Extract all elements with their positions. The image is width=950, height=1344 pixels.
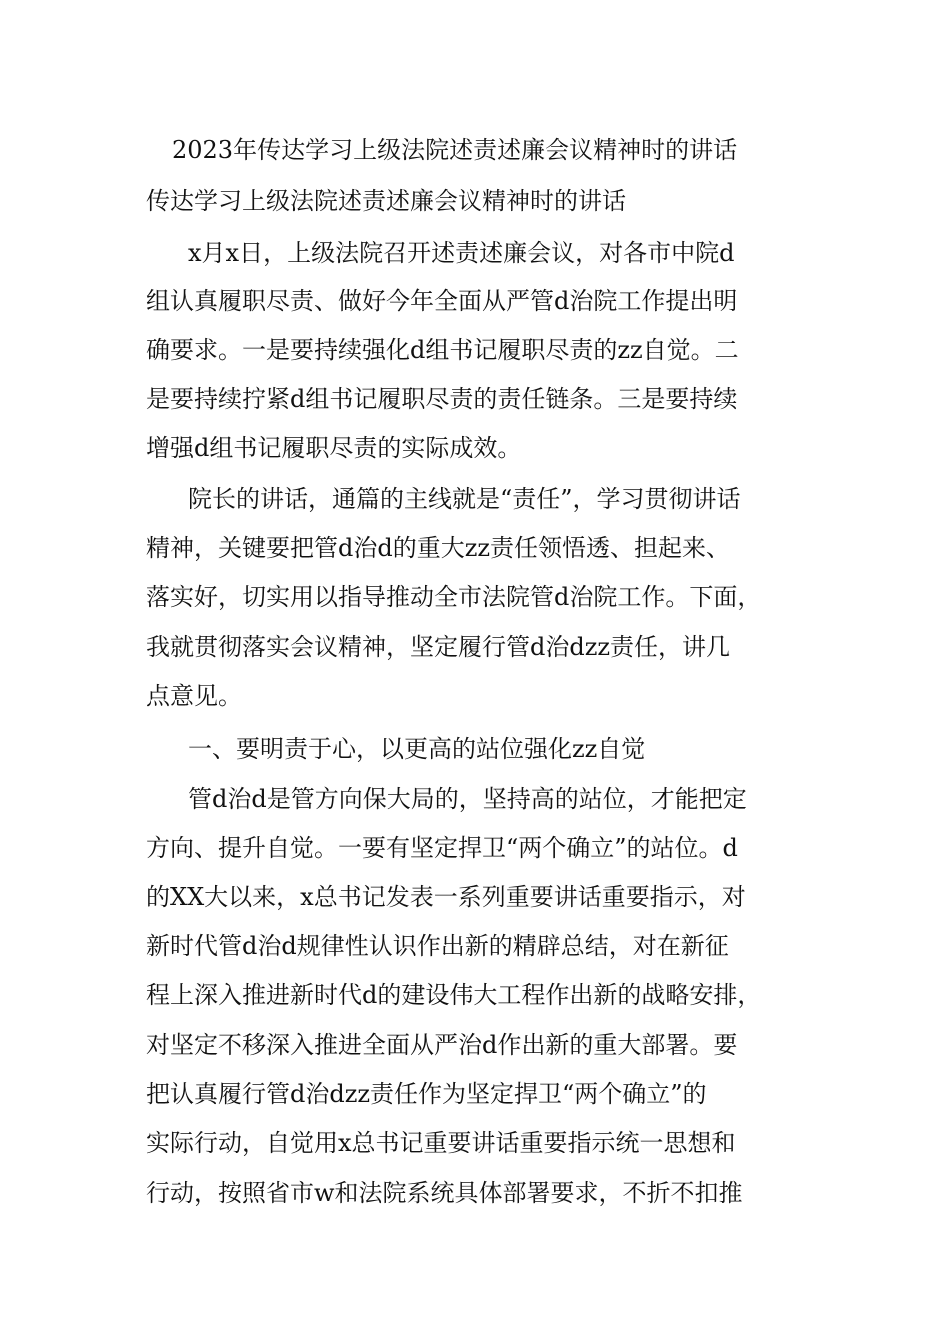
paragraph-line: 我就贯彻落实会议精神，坚定履行管d治dzz责任，讲几 <box>146 633 731 661</box>
paragraph-line: 增强d组书记履职尽责的实际成效。 <box>146 434 522 462</box>
paragraph-line: 对坚定不移深入推进全面从严治d作出新的重大部署。要 <box>146 1031 738 1059</box>
paragraph-line: 的XX大以来，x总书记发表一系列重要讲话重要指示，对 <box>146 883 746 911</box>
document-subtitle: 传达学习上级法院述责述廉会议精神时的讲话 <box>146 187 626 215</box>
paragraph-line: 是要持续拧紧d组书记履职尽责的责任链条。三是要持续 <box>146 385 738 413</box>
paragraph-line: 行动，按照省市w和法院系统具体部署要求，不折不扣推 <box>146 1179 743 1207</box>
section-heading: 一、要明责于心，以更高的站位强化zz自觉 <box>188 735 646 763</box>
paragraph-line: 落实好，切实用以指导推动全市法院管d治院工作。下面， <box>146 583 762 611</box>
paragraph-line: 点意见。 <box>146 682 242 710</box>
paragraph-line: x月x日，上级法院召开述责述廉会议，对各市中院d <box>188 239 735 267</box>
document-title: 2023年传达学习上级法院述责述廉会议精神时的讲话 <box>172 136 738 164</box>
paragraph-line: 院长的讲话，通篇的主线就是“责任”，学习贯彻讲话 <box>188 485 741 513</box>
paragraph-line: 方向、提升自觉。一要有坚定捍卫“两个确立”的站位。d <box>146 834 738 862</box>
paragraph-line: 管d治d是管方向保大局的，坚持高的站位，才能把定 <box>188 785 747 813</box>
paragraph-line: 程上深入推进新时代d的建设伟大工程作出新的战略安排， <box>146 981 762 1009</box>
paragraph-line: 确要求。一是要持续强化d组书记履职尽责的zz自觉。二 <box>146 336 739 364</box>
paragraph-line: 精神，关键要把管d治d的重大zz责任领悟透、担起来、 <box>146 534 731 562</box>
paragraph-line: 组认真履职尽责、做好今年全面从严管d治院工作提出明 <box>146 287 738 315</box>
paragraph-line: 实际行动，自觉用x总书记重要讲话重要指示统一思想和 <box>146 1129 736 1157</box>
paragraph-line: 新时代管d治d规律性认识作出新的精辟总结，对在新征 <box>146 932 729 960</box>
paragraph-line: 把认真履行管d治dzz责任作为坚定捍卫“两个确立”的 <box>146 1080 707 1108</box>
